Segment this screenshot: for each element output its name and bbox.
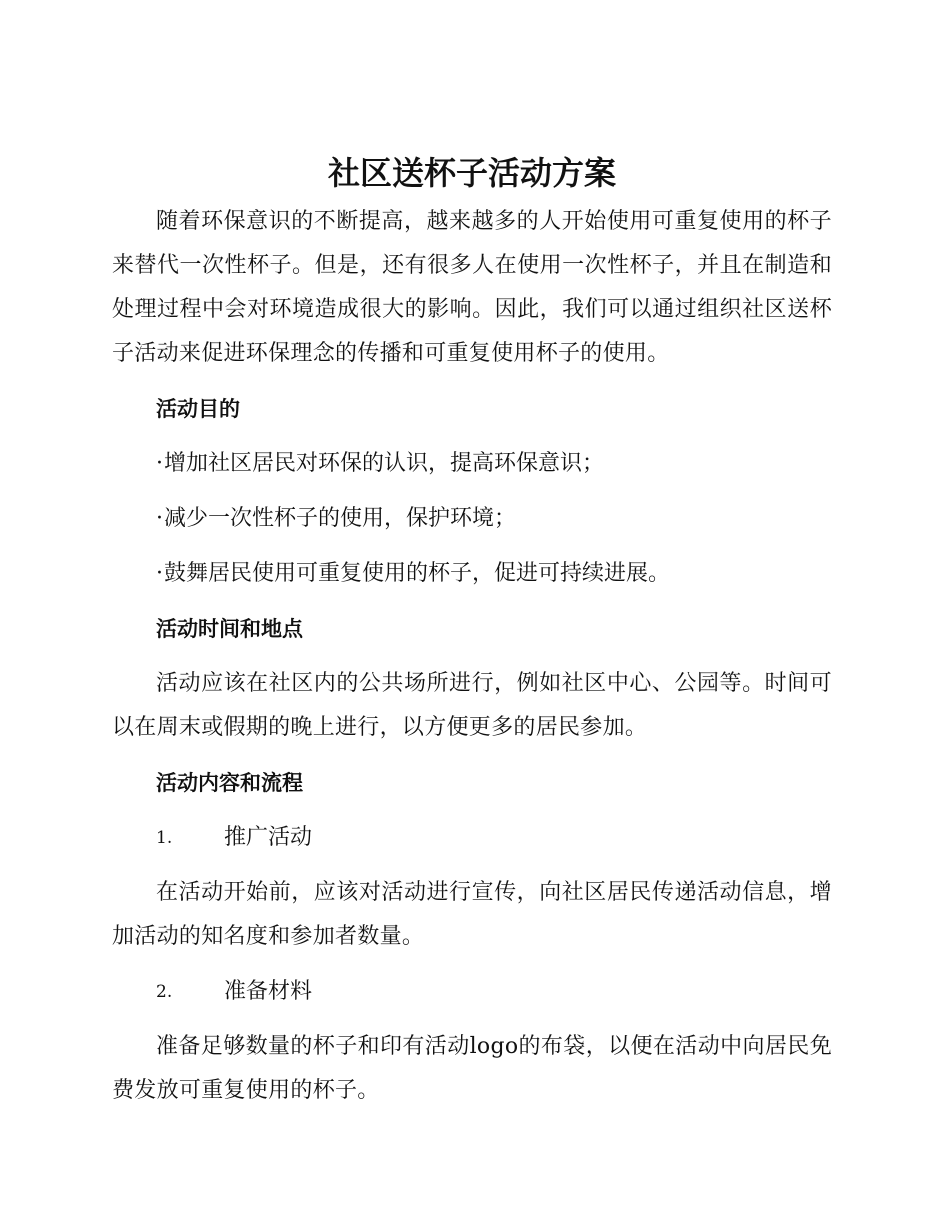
time-place-paragraph: 活动应该在社区内的公共场所进行，例如社区中心、公园等。时间可以在周末或假期的晚上进行，以方便更多的居民参加。 [112,671,832,740]
purpose-bullet-text: 增加社区居民对环保的认识，提高环保意识； [164,451,605,476]
step-paragraph: 准备足够数量的杯子和印有活动logo的布袋，以便在活动中向居民免费发放可重复使用的杯子。 [112,1034,832,1103]
section-heading-time-place: 活动时间和地点 [156,617,303,641]
document-title: 社区送杯子活动方案 [327,154,616,192]
purpose-bullet-text: 减少一次性杯子的使用，保护环境； [164,506,517,531]
purpose-bullet-text: 鼓舞居民使用可重复使用的杯子，促进可持续进展。 [164,561,671,586]
step-label: 准备材料 [224,979,313,1004]
purpose-bullet-item [112,442,832,486]
step-number: 1. [156,828,173,848]
bullet-marker: · [156,561,163,586]
bullet-marker: · [156,451,163,476]
step-heading [112,970,832,1014]
step-number: 2. [156,982,173,1002]
section-heading-content: 活动内容和流程 [156,771,303,795]
step-label: 推广活动 [224,825,313,850]
step-paragraph: 在活动开始前，应该对活动进行宣传，向社区居民传递活动信息，增加活动的知名度和参加者数量。 [112,880,832,949]
intro-paragraph: 随着环保意识的不断提高，越来越多的人开始使用可重复使用的杯子来替代一次性杯子。但是，还有很多人在使用一次性杯子，并且在制造和处理过程中会对环境造成很大的影响。因此，我们可以通过组织社区送杯子活动来促进环保理念的传播和可重复使用杯子的使用。 [112,209,832,366]
step-heading [112,816,832,860]
purpose-bullet-item [112,497,832,541]
bullet-marker: · [156,506,163,531]
purpose-bullet-item [112,552,832,596]
section-heading-purpose: 活动目的 [156,397,240,421]
document-page [112,150,832,1113]
